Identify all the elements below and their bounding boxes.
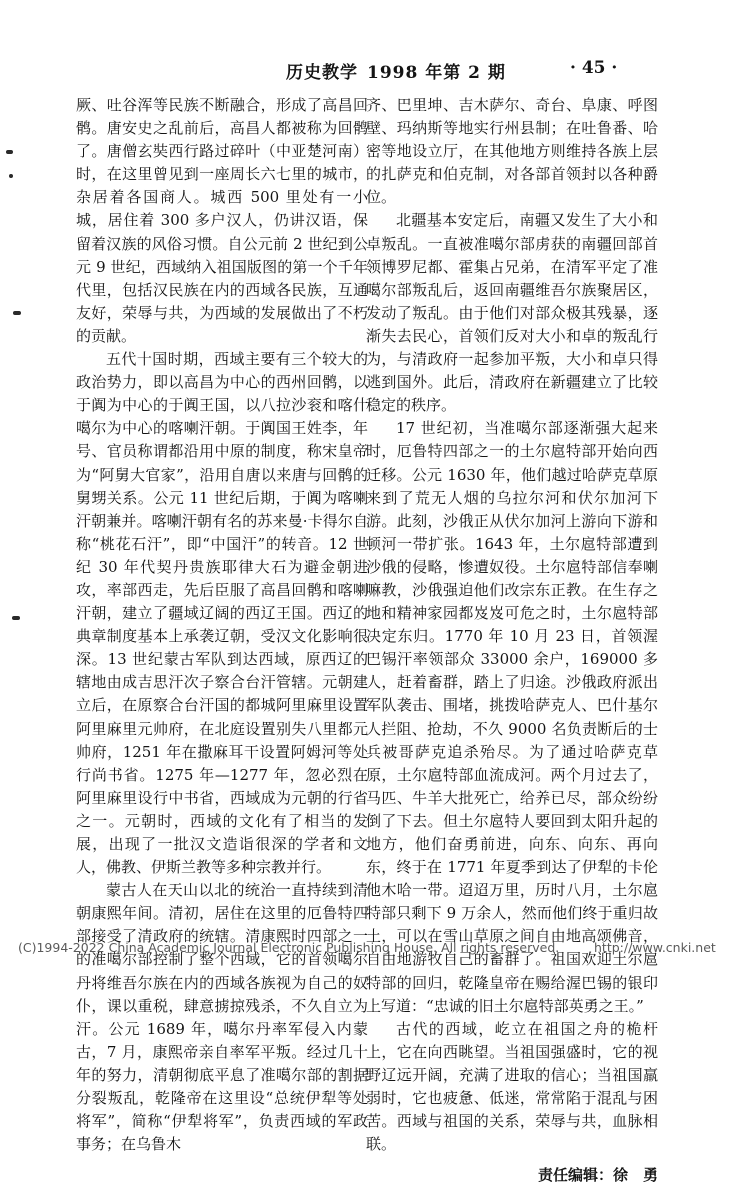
page-number: · 45 · — [570, 58, 618, 78]
paragraph: 古代的西域，屹立在祖国之舟的桅杆上，它在向西眺望。当祖国强盛时，它的视野辽远开阔，充满了进取的信心；当祖国羸弱时，它也疲惫、低迷，常常陷于混乱与困苦。西域与祖国的关系，荣辱与共，血脉相联。 — [366, 1019, 658, 1154]
paragraph: 蒙古人在天山以北的统治一直持续到清朝康熙年间。清初，居住在这里的厄鲁特四部接受了清政府的统辖。清康熙时四部之一的准噶尔部控制了整个西域，它的首领噶尔丹将维吾尔族在内的西域各族视为自己的奴仆，课以重税，肆意掳掠残杀，不久自立为汗。公元 1689 年，噶尔丹率军侵入内蒙古，7 月，康熙帝亲自率军平叛。经过几十年的努力，清朝彻底平息了准噶尔部的割据分裂叛乱，乾隆帝在这里设“总统伊犁等处将军”，简称“伊犁将军”，负责西域的军政事务；在乌鲁木 — [76, 881, 368, 1154]
left-column — [76, 94, 368, 1154]
paragraph: 17 世纪初，当准噶尔部逐渐强大起来时，厄鲁特四部之一的土尔扈特部开始向西迁移。公元 1630 年，他们越过哈萨克草原来到了荒无人烟的乌拉尔河和伏尔加河下游。此刻，沙俄正从伏尔加河上游向下游和顿河一带扩张。1643 年，土尔扈特部遭到沙俄的侵略，惨遭奴役。土尔扈特部信奉喇嘛教，沙俄强迫他们改宗东正教。在生存之地和精神家园都岌岌可危之时，土尔扈特部决定东归。1770 年 10 月 23 日，首领渥巴锡汗率领部众 33000 余户，169000 多人，赶着畜群，踏上了归途。沙俄政府派出军队袭击、围堵，挑拨哈萨克人、巴什基尔人拦阻、抢劫，不久 9000 名负责断后的士兵被哥萨克追杀殆尽。为了通过哈萨克草原，土尔扈特部血流成河。两个月过去了，马匹、牛羊大批死亡，给养已尽，部众纷纷倒了下去。但土尔扈特人要回到太阳升起的地方，他们奋勇前进，向东、向东、再向东，终于在 1771 年夏季到达了伊犁的卡伦他木哈一带。迢迢万里，历时八月，土尔扈特部只剩下 9 万余人，然而他们终于重归故土，可以在雪山草原之间自由地高颂佛音，自由地游牧自己的畜群了。祖国欢迎土尔扈特部的回归，乾隆皇帝在赐给渥巴锡的银印上写道：“忠诚的旧土尔扈特部英勇之王。” — [366, 419, 658, 1015]
paragraph: 北疆基本安定后，南疆又发生了大小和卓叛乱。一直被准噶尔部虏获的南疆回部首领博罗尼都、霍集占兄弟，在清军平定了准噶尔部叛乱后，返回南疆维吾尔族聚居区，发动了叛乱。由于他们对部众极其残暴，逐渐失去民心，首领们反对大小和卓的叛乱行为，与清政府一起参加平叛，大小和卓只得逃到国外。此后，清政府在新疆建立了比较稳定的秩序。 — [366, 211, 658, 415]
paragraph-continued: 齐、巴里坤、吉木萨尔、奇台、阜康、呼图壁、玛纳斯等地实行州县制；在吐鲁番、哈密等地设立厅，在其他地方则维持各族上层的扎萨克和伯克制，对各部首领封以各种爵位。 — [366, 96, 658, 207]
issue-number: 1998 年第 2 期 — [367, 63, 506, 83]
copyright-text: (C)1994-2022 China Academic Journal Electronic Publishing House. All rights reserved. — [18, 940, 560, 955]
scan-margin-mark — [13, 311, 21, 315]
scan-margin-mark — [6, 150, 13, 154]
journal-title: 历史教学 — [286, 63, 358, 83]
publisher-url[interactable]: http://www.cnki.net — [594, 940, 716, 955]
paragraph: 五代十国时期，西域主要有三个较大的政治势力，即以高昌为中心的西州回鹘，以于阗为中心的于阗王国，以八拉沙衮和喀什噶尔为中心的喀喇汗朝。于阗国王姓李，年号、官员称谓都沿用中原的制度，称宋皇帝为“阿舅大官家”，沿用自唐以来唐与回鹘的舅甥关系。公元 11 世纪后期，于阗为喀喇汗朝兼并。喀喇汗朝有名的苏来曼·卡得尔自称“桃花石汗”，即“中国汗”的转音。12 世纪 30 年代契丹贵族耶律大石为避金朝进攻，率部西走，先后臣服了高昌回鹘和喀喇汗朝，建立了疆域辽阔的西辽王国。西辽的典章制度基本上承袭辽朝，受汉文化影响很深。13 世纪蒙古军队到达西域，原西辽的辖地由成吉思汗次子察合台汗管辖。元朝建立后，在原察合台汗国的都城阿里麻里设置阿里麻里元帅府，在北庭设置别失八里都元帅府，1251 年在撒麻耳干设置阿姆河等处行尚书省。1275 年—1277 年，忽必烈在阿里麻里设行中书省，西域成为元朝的行省之一。元朝时，西域的文化有了相当的发展，出现了一批汉文造诣很深的学者和文人，佛教、伊斯兰教等多种宗教并行。 — [76, 350, 368, 877]
scan-margin-mark — [9, 174, 13, 178]
scan-margin-mark — [12, 616, 20, 620]
right-column — [366, 94, 658, 1185]
paragraph-continued: 厥、吐谷浑等民族不断融合，形成了高昌回鹘。唐安史之乱前后，高昌人都被称为回鹘了。唐僧玄奘西行路过碎叶（中亚楚河南）时，在这里曾见到一座周长六七里的城市，杂居着各国商人。城西 500 里处有一小城，居住着 300 多户汉人，仍讲汉语，保留着汉族的风俗习惯。自公元前 2 世纪到公元 9 世纪，西域纳入祖国版图的第一个千年代里，包括汉民族在内的西域各民族，互通友好，荣辱与共，为西域的发展做出了不朽的贡献。 — [76, 96, 368, 345]
copyright-footer — [18, 940, 718, 955]
responsible-editor: 责任编辑：徐 勇 — [537, 1166, 658, 1185]
running-header — [0, 58, 732, 82]
